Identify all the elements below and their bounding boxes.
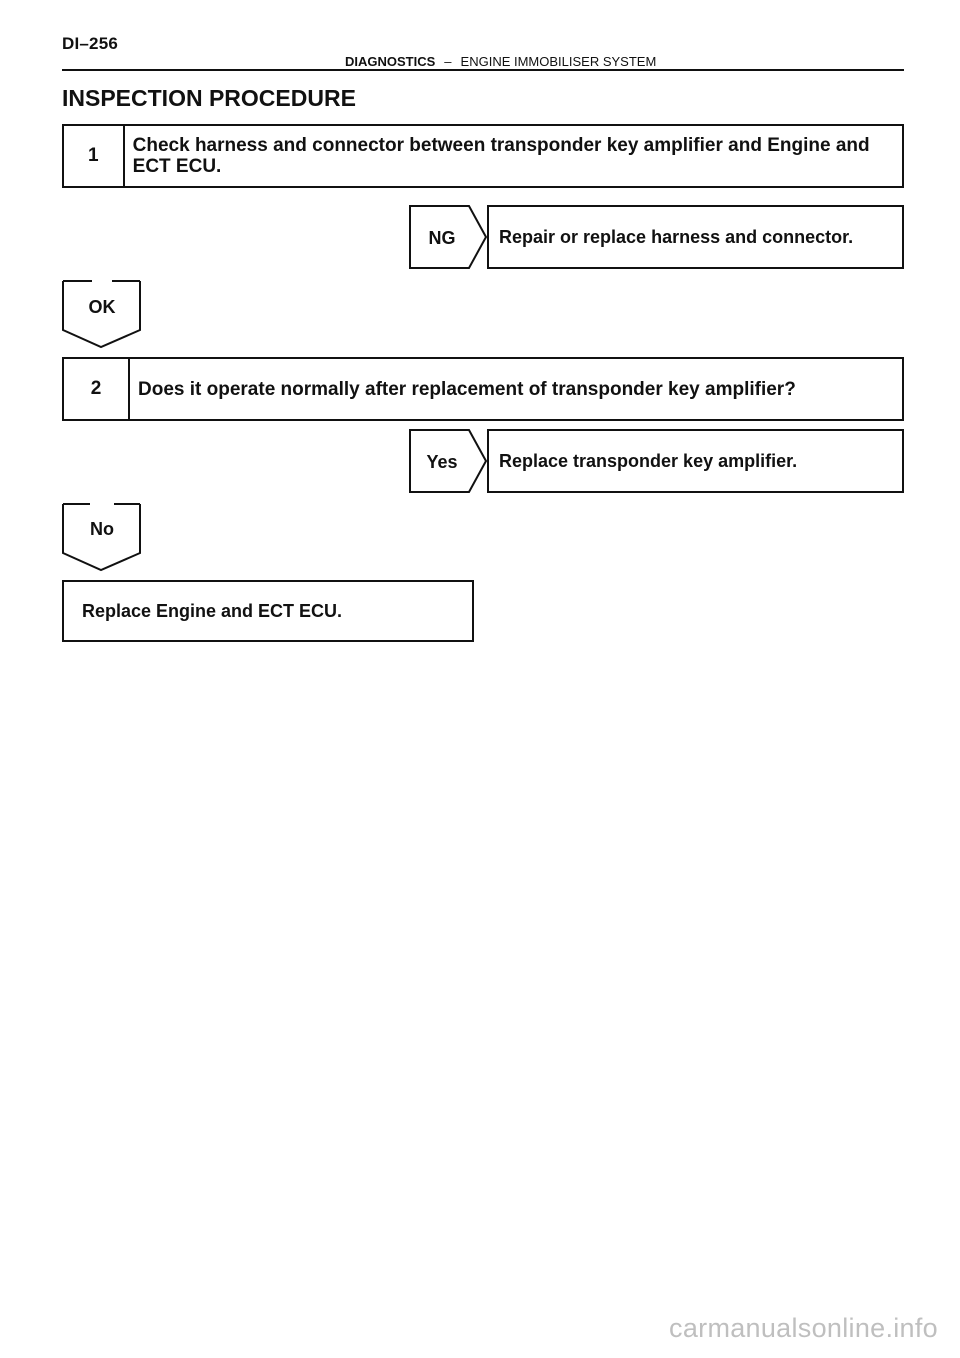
yes-action-box — [487, 429, 904, 493]
step-2-text: Does it operate normally after replacement of transponder key amplifier? — [138, 378, 796, 400]
step-1-text: Check harness and connector between transponder key amplifier and Engine and ECT ECU. — [132, 135, 870, 177]
final-action-box — [62, 580, 474, 642]
header-section: DIAGNOSTICS — [345, 54, 436, 69]
page-title: INSPECTION PROCEDURE — [62, 85, 356, 111]
watermark: carmanualsonline.info — [669, 1313, 938, 1343]
yes-action-text: Replace transponder key amplifier. — [499, 450, 798, 471]
no-label: No — [90, 519, 114, 539]
ng-action-text: Repair or replace harness and connector. — [499, 226, 854, 247]
ng-label: NG — [428, 228, 456, 248]
final-action-text: Replace Engine and ECT ECU. — [82, 600, 343, 621]
step-1-box — [62, 124, 904, 188]
step-2-number: 2 — [64, 359, 130, 419]
page-number: DI–256 — [62, 34, 119, 53]
running-header — [345, 54, 656, 69]
ng-action-box — [487, 205, 904, 269]
step-2-box — [62, 357, 904, 421]
header-separator: – — [444, 54, 452, 69]
ok-label: OK — [88, 297, 116, 317]
yes-label: Yes — [426, 452, 458, 472]
header-subsection: ENGINE IMMOBILISER SYSTEM — [460, 54, 657, 69]
header-rule — [62, 69, 904, 71]
step-1-number: 1 — [64, 126, 125, 186]
